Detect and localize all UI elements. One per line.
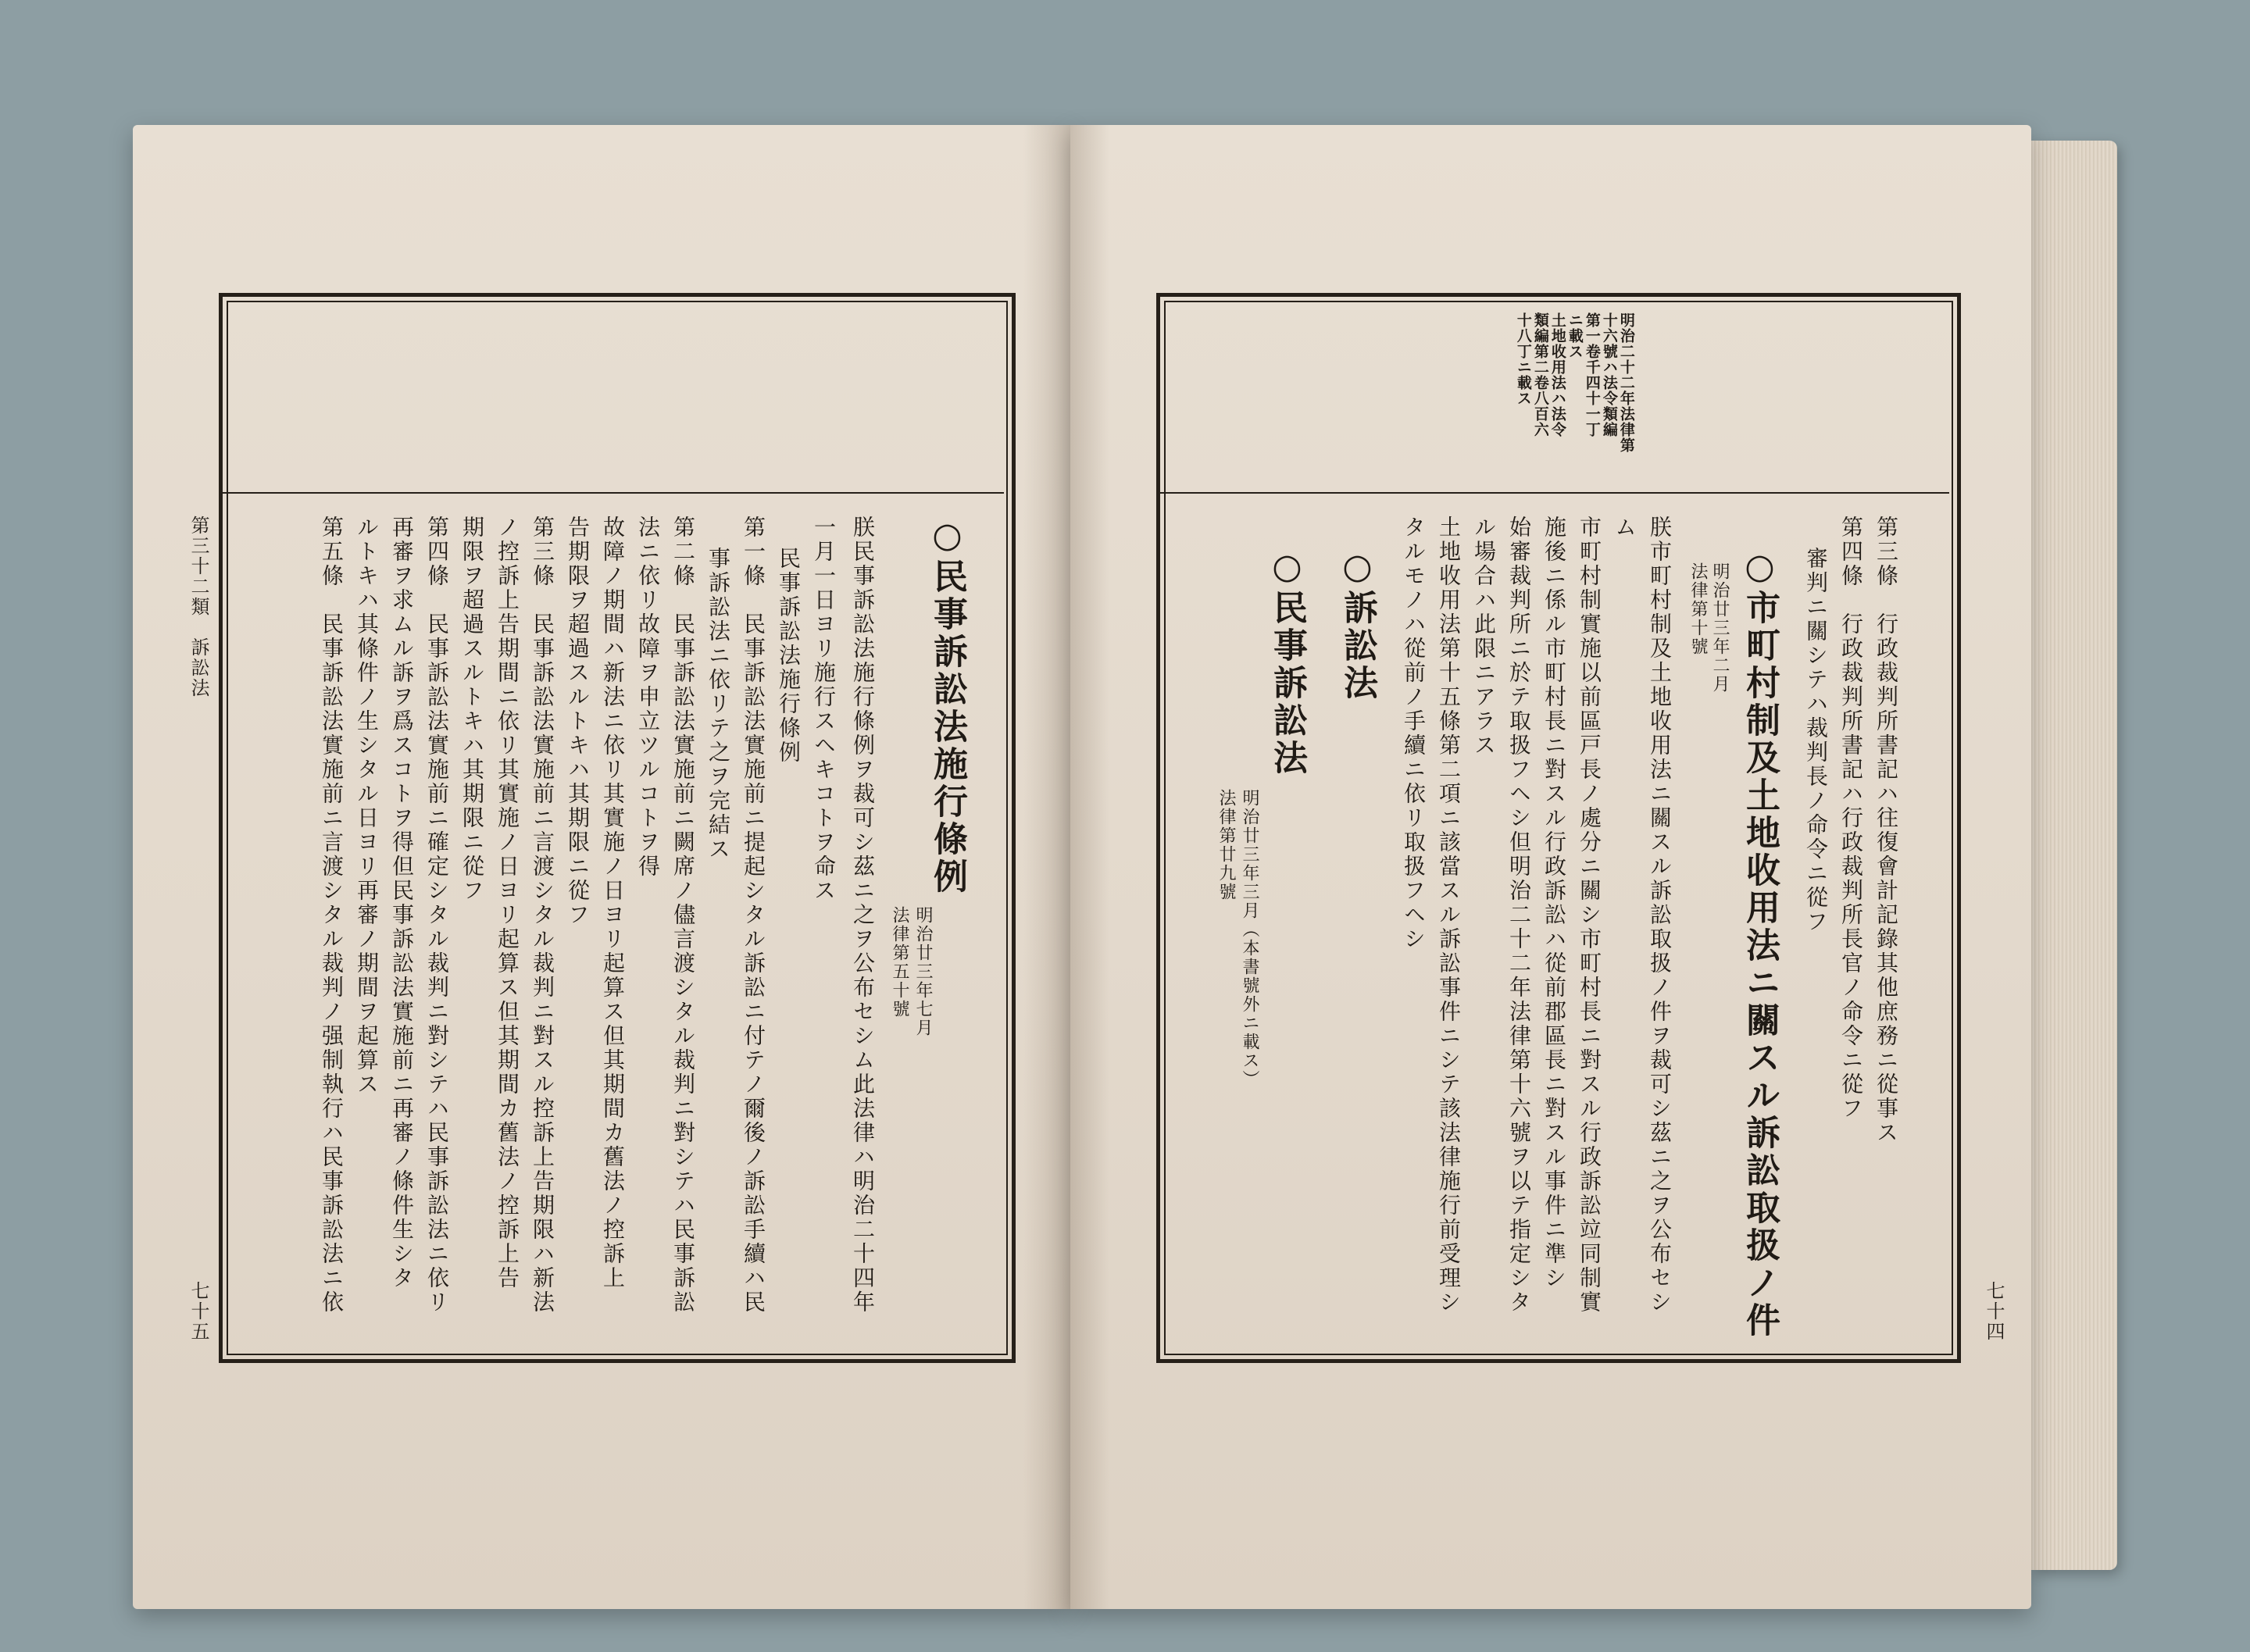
left-col-8: 第二條 民事訴訟法實施前ニ闕席ノ儘言渡シタル裁判ニ對シテハ民事訴訟 [670, 516, 696, 1315]
left-col-6: 第一條 民事訴訟法實施前ニ提起シタル訴訟ニ付テノ爾後ノ訴訟手續ハ民 [741, 516, 766, 1315]
left-col-1: 明治廿三年七月 [913, 906, 933, 1037]
left-col-9: 法ニ依リ故障ヲ申立ツルコトヲ得 [635, 516, 661, 879]
right-col-11: ル場合ハ此限ニアラス [1471, 516, 1497, 758]
left-side-title: 第三十二類 訴訟法 [188, 516, 209, 698]
right-col-15: ○民事訴訟法 [1267, 547, 1307, 777]
left-page [133, 125, 1070, 1609]
left-col-4: 一月一日ヨリ施行スヘキコトヲ命ス [811, 516, 837, 903]
right-header-note-1: 十六號ハ法令類編 [1600, 312, 1618, 437]
left-col-14: 期限ヲ超過スルトキハ其期限ニ從フ [459, 516, 485, 903]
right-col-3: ○市町村制及土地收用法ニ關スル訴訟取扱ノ件 [1740, 547, 1780, 1340]
right-header-note-4: 土地收用法ハ法令 [1548, 312, 1566, 437]
left-col-10: 故障ノ期間ハ新法ニ依リ其實施ノ日ヨリ起算ス但其期間カ舊法ノ控訴上 [600, 516, 626, 1290]
right-header-note-3: ニ載ス [1566, 312, 1584, 359]
right-header-note-2: 第一卷千四十一丁 [1583, 312, 1601, 437]
right-col-1: 第四條 行政裁判所書記ハ行政裁判所長官ノ命令ニ從フ [1838, 516, 1864, 1121]
right-col-5: 法律第十號 [1688, 562, 1708, 656]
right-col-0: 第三條 行政裁判所書記ハ往復會計記錄其他庶務ニ從事ス [1873, 516, 1899, 1145]
right-col-17: 法律第廿九號 [1216, 789, 1236, 901]
left-col-16: 再審ヲ求ムル訴ヲ爲スコトヲ得但民事訴訟法實施前ニ再審ノ條件生シタ [389, 516, 415, 1290]
right-header-note-5: 類編第二卷八百六 [1531, 312, 1549, 437]
right-header-divider [1160, 492, 1949, 494]
left-col-18: 第五條 民事訴訟法實施前ニ言渡シタル裁判ノ强制執行ハ民事訴訟法ニ依 [319, 516, 345, 1315]
left-header-divider [223, 492, 1004, 494]
left-col-0: ○民事訴訟法施行條例 [927, 516, 967, 896]
right-page [1070, 125, 2031, 1609]
right-col-12: 土地收用法第十五條第二項ニ該當スル訴訟事件ニシテ該法律施行前受理シ [1436, 516, 1462, 1315]
left-page-number: 七十五 [188, 1281, 209, 1342]
left-col-11: 告期限ヲ超過スルトキハ其期限ニ從フ [565, 516, 591, 927]
right-col-8: 市町村制實施以前區戸長ノ處分ニ關シ市町村長ニ對スル行政訴訟竝同制實 [1577, 516, 1602, 1315]
right-header-note-6: 十八丁ニ載ス [1514, 312, 1532, 406]
left-col-17: ルトキハ其條件ノ生シタル日ヨリ再審ノ期間ヲ起算ス [354, 516, 380, 1097]
left-col-5: 民事訴訟法施行條例 [776, 547, 802, 765]
left-col-12: 第三條 民事訴訟法實施前ニ言渡シタル裁判ニ對スル控訴上告期限ハ新法 [530, 516, 555, 1315]
right-col-16: 明治廿三年三月（本書號外ニ載ス） [1240, 789, 1259, 1089]
right-col-10: 始審裁判所ニ於テ取扱フヘシ但明治二十二年法律第十六號ヲ以テ指定シタ [1506, 516, 1532, 1315]
book-spread [133, 125, 2133, 1609]
left-col-13: ノ控訴上告期間ニ依リ其實施ノ日ヨリ起算ス但其期間カ舊法ノ控訴上告 [495, 516, 520, 1290]
left-col-2: 法律第五十號 [890, 906, 909, 1019]
right-col-6: 朕市町村制及土地收用法ニ關スル訴訟取扱ノ件ヲ裁可シ茲ニ之ヲ公布セシ [1647, 516, 1673, 1315]
left-col-7: 事訴訟法ニ依リテ之ヲ完結ス [705, 547, 731, 862]
right-col-2: 審判ニ關シテハ裁判長ノ命令ニ從フ [1803, 547, 1829, 934]
right-col-13: タルモノハ從前ノ手續ニ依リ取扱フヘシ [1401, 516, 1427, 951]
right-col-9: 施後ニ係ル市町村長ニ對スル行政訴訟ハ從前郡區長ニ對スル事件ニ準シ [1541, 516, 1567, 1290]
left-col-15: 第四條 民事訴訟法實施前ニ確定シタル裁判ニ對シテハ民事訴訟法ニ依リ [424, 516, 450, 1315]
right-header-note-0: 明治二十二年法律第 [1617, 312, 1635, 453]
right-col-14: ○訴訟法 [1338, 547, 1377, 702]
page-edges [2031, 141, 2117, 1570]
right-col-7: ム [1612, 516, 1638, 540]
right-page-number: 七十四 [1983, 1281, 2005, 1342]
left-col-3: 朕民事訴訟法施行條例ヲ裁可シ茲ニ之ヲ公布セシム此法律ハ明治二十四年 [850, 516, 876, 1315]
right-col-4: 明治廿三年二月 [1710, 562, 1730, 694]
